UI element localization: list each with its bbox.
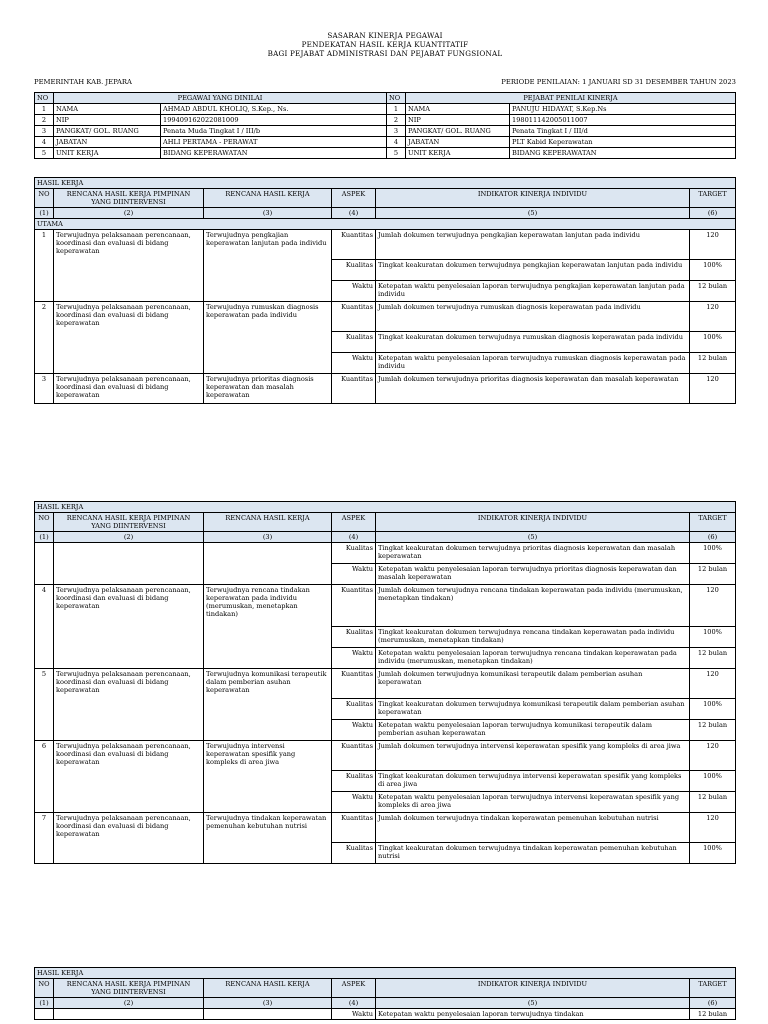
col-num: (6)	[690, 998, 736, 1009]
col-indikator: INDIKATOR KINERJA INDIVIDU	[376, 189, 690, 208]
col-num: (5)	[376, 532, 690, 543]
indikator: Ketepatan waktu penyelesaian laporan terwujudnya pengkajian keperawatan lanjutan pada individu	[376, 281, 690, 302]
pegawai-value: 199409162022081009	[161, 115, 387, 126]
item-no: 1	[35, 230, 54, 302]
row-label: PANGKAT/ GOL. RUANG	[54, 126, 161, 137]
indikator: Tingkat keakuratan dokumen terwujudnya prioritas diagnosis keperawatan dan masalah keperawatan	[376, 543, 690, 564]
periode-label: PERIODE PENILAIAN: 1 JANUARI SD 31 DESEMBER TAHUN 2023	[501, 78, 736, 86]
target: 100%	[690, 843, 736, 864]
pegawai-table	[34, 92, 736, 159]
row-label: NIP	[54, 115, 161, 126]
indikator: Jumlah dokumen terwujudnya prioritas diagnosis keperawatan dan masalah keperawatan	[376, 374, 690, 404]
aspek-waktu: Waktu	[332, 353, 376, 374]
doc-title: SASARAN KINERJA PEGAWAI	[327, 31, 443, 40]
penilai-no-header: NO	[387, 93, 406, 104]
penilai-value: PLT Kabid Keperawatan	[510, 137, 736, 148]
penilai-value: Penata Tingkat I / III/d	[510, 126, 736, 137]
pegawai-value: AHLI PERTAMA - PERAWAT	[161, 137, 387, 148]
item-rencana: Terwujudnya pengkajian keperawatan lanjutan pada individu	[204, 230, 332, 302]
col-num: (4)	[332, 998, 376, 1009]
row-no: 2	[387, 115, 406, 126]
col-num: (6)	[690, 208, 736, 219]
col-num: (5)	[376, 998, 690, 1009]
empty-cell	[204, 543, 332, 585]
col-target: TARGET	[690, 979, 736, 998]
target: 12 bulan	[690, 720, 736, 741]
pegawai-value: AHMAD ABDUL KHOLIQ, S.Kep., Ns.	[161, 104, 387, 115]
row-label: NAMA	[406, 104, 510, 115]
row-no: 5	[387, 148, 406, 159]
col-num: (5)	[376, 208, 690, 219]
item-pimpinan: Terwujudnya pelaksanaan perencanaan, koordinasi dan evaluasi di bidang keperawatan	[54, 813, 204, 864]
document-header	[34, 31, 736, 58]
col-aspek: ASPEK	[332, 979, 376, 998]
target: 120	[690, 302, 736, 332]
col-aspek: ASPEK	[332, 513, 376, 532]
item-no: 5	[35, 669, 54, 741]
utama-label: UTAMA	[35, 219, 736, 230]
aspek-kualitas: Kualitas	[332, 543, 376, 564]
indikator: Jumlah dokumen terwujudnya intervensi keperawatan spesifik yang kompleks di area jiwa	[376, 741, 690, 771]
aspek-kualitas: Kualitas	[332, 771, 376, 792]
empty-cell	[35, 1009, 54, 1020]
instansi-label: PEMERINTAH KAB. JEPARA	[34, 78, 132, 86]
col-rencana: RENCANA HASIL KERJA	[204, 979, 332, 998]
table-row	[35, 585, 736, 627]
target: 12 bulan	[690, 353, 736, 374]
target: 12 bulan	[690, 1009, 736, 1020]
aspek-waktu: Waktu	[332, 281, 376, 302]
target: 120	[690, 813, 736, 843]
table-row	[35, 230, 736, 260]
aspek-kuantitas: Kuantitas	[332, 813, 376, 843]
empty-cell	[54, 1009, 204, 1020]
row-label: JABATAN	[406, 137, 510, 148]
target: 120	[690, 230, 736, 260]
row-no: 3	[387, 126, 406, 137]
col-num: (1)	[35, 208, 54, 219]
aspek-kuantitas: Kuantitas	[332, 302, 376, 332]
target: 12 bulan	[690, 648, 736, 669]
section-title: HASIL KERJA	[35, 502, 736, 513]
item-pimpinan: Terwujudnya pelaksanaan perencanaan, koordinasi dan evaluasi di bidang keperawatan	[54, 374, 204, 404]
col-num: (3)	[204, 208, 332, 219]
aspek-kuantitas: Kuantitas	[332, 585, 376, 627]
col-no: NO	[35, 979, 54, 998]
aspek-kualitas: Kualitas	[332, 260, 376, 281]
section-title: HASIL KERJA	[35, 968, 736, 979]
col-num: (3)	[204, 532, 332, 543]
empty-cell	[35, 543, 54, 585]
item-no: 4	[35, 585, 54, 669]
indikator: Tingkat keakuratan dokumen terwujudnya komunikasi terapeutik dalam pemberian asuhan keperawatan	[376, 699, 690, 720]
empty-cell	[54, 543, 204, 585]
target: 100%	[690, 627, 736, 648]
target: 100%	[690, 543, 736, 564]
hasil-kerja-table-3	[34, 967, 736, 1020]
target: 120	[690, 741, 736, 771]
table-row	[35, 741, 736, 771]
col-target: TARGET	[690, 513, 736, 532]
target: 100%	[690, 699, 736, 720]
item-rencana: Terwujudnya rencana tindakan keperawatan pada individu (merumuskan, menetapkan tindakan)	[204, 585, 332, 669]
col-pimpinan: RENCANA HASIL KERJA PIMPINAN YANG DIINTERVENSI	[54, 513, 204, 532]
col-num: (1)	[35, 532, 54, 543]
indikator: Jumlah dokumen terwujudnya rumuskan diagnosis keperawatan pada individu	[376, 302, 690, 332]
row-label: NIP	[406, 115, 510, 126]
indikator: Jumlah dokumen terwujudnya pengkajian keperawatan lanjutan pada individu	[376, 230, 690, 260]
target: 100%	[690, 771, 736, 792]
col-num: (4)	[332, 532, 376, 543]
pegawai-row	[35, 126, 736, 137]
col-rencana: RENCANA HASIL KERJA	[204, 189, 332, 208]
item-pimpinan: Terwujudnya pelaksanaan perencanaan, koordinasi dan evaluasi di bidang keperawatan	[54, 302, 204, 374]
pegawai-value: Penata Muda Tingkat I / III/b	[161, 126, 387, 137]
target: 12 bulan	[690, 792, 736, 813]
table-row	[35, 543, 736, 564]
col-num: (2)	[54, 532, 204, 543]
col-num: (1)	[35, 998, 54, 1009]
aspek-kuantitas: Kuantitas	[332, 741, 376, 771]
indikator: Tingkat keakuratan dokumen terwujudnya pengkajian keperawatan lanjutan pada individu	[376, 260, 690, 281]
row-no: 4	[35, 137, 54, 148]
row-no: 1	[35, 104, 54, 115]
pegawai-no-header: NO	[35, 93, 54, 104]
pegawai-value: BIDANG KEPERAWATAN	[161, 148, 387, 159]
indikator: Ketepatan waktu penyelesaian laporan terwujudnya komunikasi terapeutik dalam pemberian asuhan keperawatan	[376, 720, 690, 741]
indikator: Tingkat keakuratan dokumen terwujudnya tindakan keperawatan pemenuhan kebutuhan nutrisi	[376, 843, 690, 864]
aspek-kualitas: Kualitas	[332, 332, 376, 353]
item-no: 7	[35, 813, 54, 864]
table-row	[35, 669, 736, 699]
penilai-value: BIDANG KEPERAWATAN	[510, 148, 736, 159]
col-indikator: INDIKATOR KINERJA INDIVIDU	[376, 513, 690, 532]
indikator: Jumlah dokumen terwujudnya rencana tindakan keperawatan pada individu (merumuskan, menetapkan tindakan)	[376, 585, 690, 627]
aspek-waktu: Waktu	[332, 564, 376, 585]
col-rencana: RENCANA HASIL KERJA	[204, 513, 332, 532]
col-num: (2)	[54, 208, 204, 219]
aspek-waktu: Waktu	[332, 792, 376, 813]
aspek-kuantitas: Kuantitas	[332, 230, 376, 260]
table-row	[35, 302, 736, 332]
col-num: (4)	[332, 208, 376, 219]
penilai-value: PANUJU HIDAYAT, S.Kep.Ns	[510, 104, 736, 115]
indikator: Ketepatan waktu penyelesaian laporan terwujudnya prioritas diagnosis keperawatan dan masalah keperawatan	[376, 564, 690, 585]
indikator: Ketepatan waktu penyelesaian laporan terwujudnya rumuskan diagnosis keperawatan pada individu	[376, 353, 690, 374]
table-row	[35, 813, 736, 843]
table-row	[35, 1009, 736, 1020]
meta-row	[34, 78, 736, 86]
aspek-waktu: Waktu	[332, 648, 376, 669]
col-indikator: INDIKATOR KINERJA INDIVIDU	[376, 979, 690, 998]
pegawai-dinilai-header: PEGAWAI YANG DINILAI	[54, 93, 387, 104]
item-pimpinan: Terwujudnya pelaksanaan perencanaan, koordinasi dan evaluasi di bidang keperawatan	[54, 230, 204, 302]
target: 120	[690, 669, 736, 699]
row-no: 2	[35, 115, 54, 126]
indikator: Ketepatan waktu penyelesaian laporan terwujudnya rencana tindakan keperawatan pada individu (merumuskan, menetapkan tindakan)	[376, 648, 690, 669]
item-no: 2	[35, 302, 54, 374]
aspek-kualitas: Kualitas	[332, 627, 376, 648]
col-num: (2)	[54, 998, 204, 1009]
target: 12 bulan	[690, 281, 736, 302]
section-title: HASIL KERJA	[35, 178, 736, 189]
row-label: NAMA	[54, 104, 161, 115]
indikator: Jumlah dokumen terwujudnya komunikasi terapeutik dalam pemberian asuhan keperawatan	[376, 669, 690, 699]
indikator: Tingkat keakuratan dokumen terwujudnya intervensi keperawatan spesifik yang kompleks di area jiwa	[376, 771, 690, 792]
row-no: 3	[35, 126, 54, 137]
aspek-kuantitas: Kuantitas	[332, 374, 376, 404]
hasil-kerja-table-1	[34, 177, 736, 404]
indikator: Tingkat keakuratan dokumen terwujudnya rencana tindakan keperawatan pada individu (merumuskan, menetapkan tindakan)	[376, 627, 690, 648]
col-num: (3)	[204, 998, 332, 1009]
pegawai-row	[35, 115, 736, 126]
aspek-kualitas: Kualitas	[332, 699, 376, 720]
col-no: NO	[35, 513, 54, 532]
target: 100%	[690, 260, 736, 281]
row-label: JABATAN	[54, 137, 161, 148]
item-rencana: Terwujudnya prioritas diagnosis keperawatan dan masalah keperawatan	[204, 374, 332, 404]
item-rencana: Terwujudnya intervensi keperawatan spesifik yang kompleks di area jiwa	[204, 741, 332, 813]
col-target: TARGET	[690, 189, 736, 208]
row-label: UNIT KERJA	[406, 148, 510, 159]
aspek-waktu: Waktu	[332, 1009, 376, 1020]
aspek-kualitas: Kualitas	[332, 843, 376, 864]
doc-subtitle-2: BAGI PEJABAT ADMINISTRASI DAN PEJABAT FUNGSIONAL	[267, 49, 503, 58]
item-no: 6	[35, 741, 54, 813]
row-no: 4	[387, 137, 406, 148]
row-label: UNIT KERJA	[54, 148, 161, 159]
item-rencana: Terwujudnya tindakan keperawatan pemenuhan kebutuhan nutrisi	[204, 813, 332, 864]
item-rencana: Terwujudnya komunikasi terapeutik dalam pemberian asuhan keperawatan	[204, 669, 332, 741]
col-aspek: ASPEK	[332, 189, 376, 208]
col-pimpinan: RENCANA HASIL KERJA PIMPINAN YANG DIINTERVENSI	[54, 189, 204, 208]
row-no: 5	[35, 148, 54, 159]
aspek-kuantitas: Kuantitas	[332, 669, 376, 699]
col-pimpinan: RENCANA HASIL KERJA PIMPINAN YANG DIINTERVENSI	[54, 979, 204, 998]
penilai-header: PEJABAT PENILAI KINERJA	[406, 93, 736, 104]
indikator: Ketepatan waktu penyelesaian laporan terwujudnya tindakan	[376, 1009, 690, 1020]
penilai-value: 198011142005011007	[510, 115, 736, 126]
aspek-waktu: Waktu	[332, 720, 376, 741]
target: 100%	[690, 332, 736, 353]
target: 120	[690, 585, 736, 627]
col-num: (6)	[690, 532, 736, 543]
col-no: NO	[35, 189, 54, 208]
indikator: Ketepatan waktu penyelesaian laporan terwujudnya intervensi keperawatan spesifik yang kompleks di area jiwa	[376, 792, 690, 813]
item-rencana: Terwujudnya rumuskan diagnosis keperawatan pada individu	[204, 302, 332, 374]
hasil-kerja-table-2	[34, 501, 736, 864]
indikator: Jumlah dokumen terwujudnya tindakan keperawatan pemenuhan kebutuhan nutrisi	[376, 813, 690, 843]
pegawai-row	[35, 104, 736, 115]
pegawai-row	[35, 137, 736, 148]
indikator: Tingkat keakuratan dokumen terwujudnya rumuskan diagnosis keperawatan pada individu	[376, 332, 690, 353]
item-pimpinan: Terwujudnya pelaksanaan perencanaan, koordinasi dan evaluasi di bidang keperawatan	[54, 741, 204, 813]
doc-subtitle: PENDEKATAN HASIL KERJA KUANTITATIF	[301, 40, 469, 49]
row-no: 1	[387, 104, 406, 115]
target: 12 bulan	[690, 564, 736, 585]
empty-cell	[204, 1009, 332, 1020]
target: 120	[690, 374, 736, 404]
row-label: PANGKAT/ GOL. RUANG	[406, 126, 510, 137]
item-no: 3	[35, 374, 54, 404]
item-pimpinan: Terwujudnya pelaksanaan perencanaan, koordinasi dan evaluasi di bidang keperawatan	[54, 669, 204, 741]
item-pimpinan: Terwujudnya pelaksanaan perencanaan, koordinasi dan evaluasi di bidang keperawatan	[54, 585, 204, 669]
pegawai-row	[35, 148, 736, 159]
table-row	[35, 374, 736, 404]
